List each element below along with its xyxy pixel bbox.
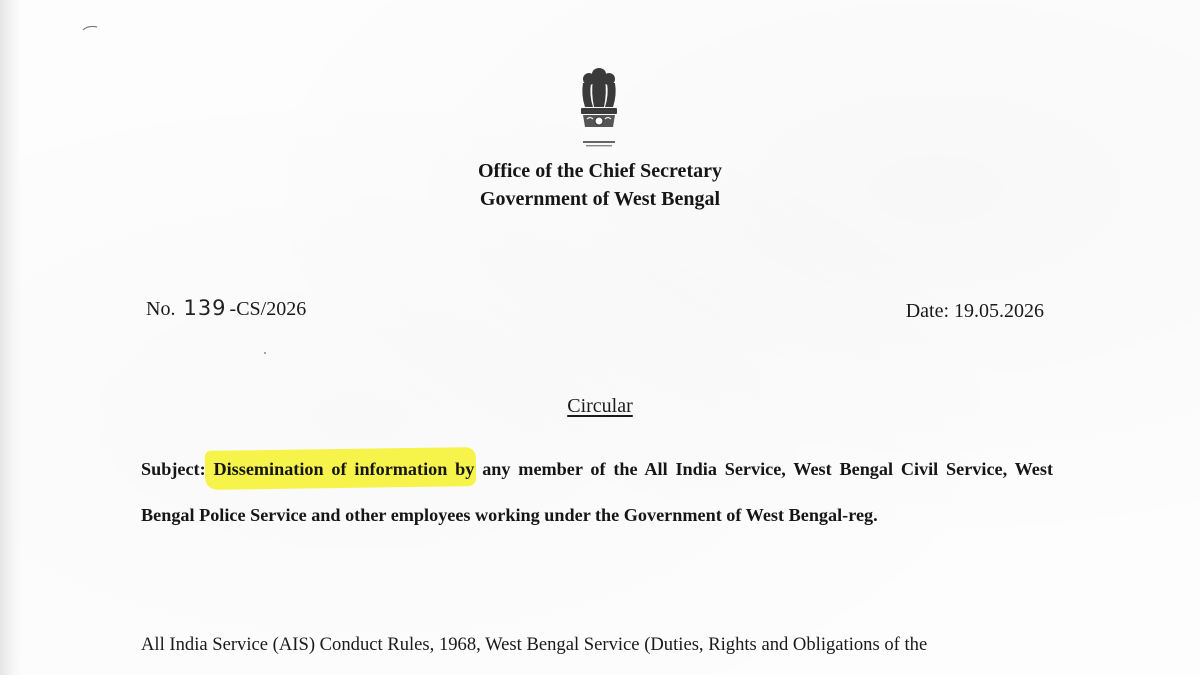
reference-number [146, 296, 306, 321]
document-date [906, 300, 1044, 323]
pen-mark-icon [82, 24, 98, 32]
ref-suffix: -CS/2026 [229, 298, 307, 320]
national-emblem-icon [569, 65, 629, 157]
circular-heading: Circular [567, 395, 633, 417]
subject-label: Subject: [141, 459, 206, 479]
date-label: Date: [905, 300, 949, 322]
office-heading [350, 157, 850, 213]
scan-speck [264, 352, 266, 354]
office-title: Office of the Chief Secretary [478, 160, 722, 182]
subject-text: any member of the All India Service, West Bengal Civil Service, West Bengal Police Service and other employees working under the Government of West Bengal-reg. [141, 459, 1054, 525]
highlighted-phrase: Dissemination of information by [213, 459, 475, 479]
page-edge-shadow [0, 0, 22, 675]
date-value: 19.05.2026 [954, 300, 1044, 322]
subject-paragraph [141, 446, 1053, 538]
government-title: Government of West Bengal [479, 188, 721, 210]
ref-number-handwritten: 139 [183, 296, 227, 320]
ref-prefix: No. [146, 298, 176, 320]
body-paragraph-first-line: All India Service (AIS) Conduct Rules, 1968, West Bengal Service (Duties, Rights and Obligations of the [141, 634, 928, 655]
